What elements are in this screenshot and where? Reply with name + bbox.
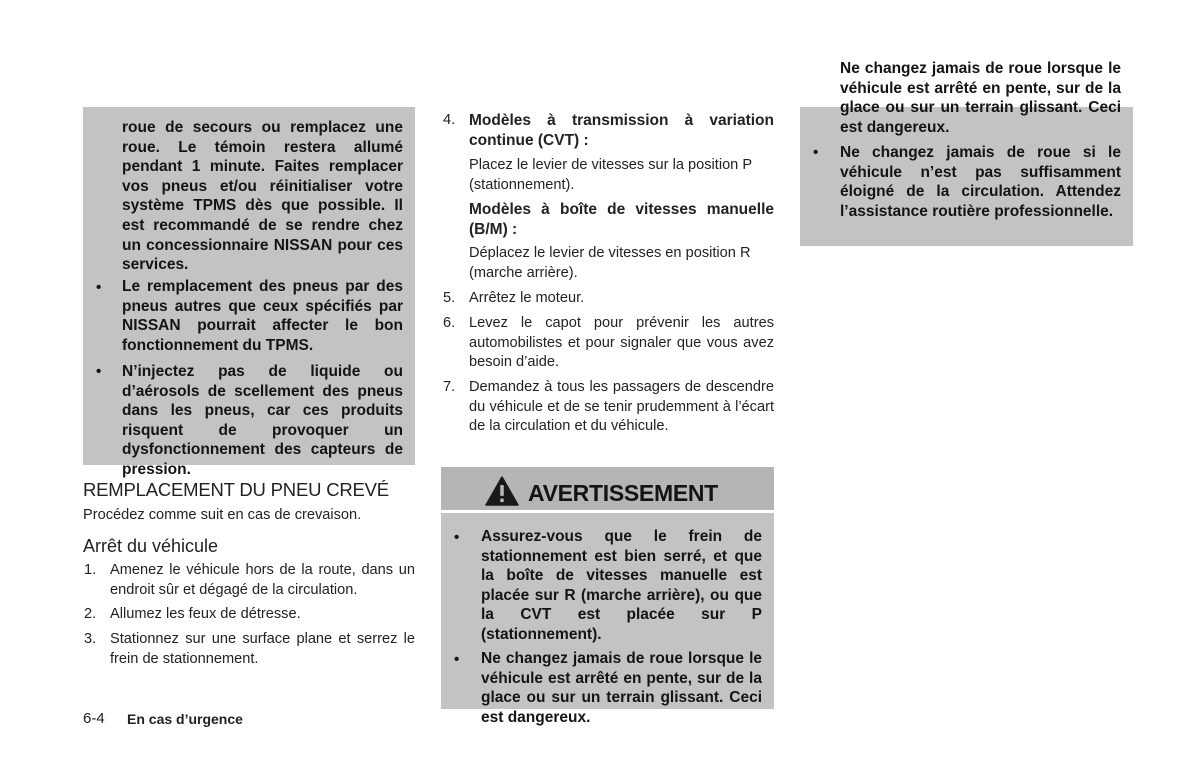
chapter-name: En cas d’urgence [127, 711, 243, 727]
step-4-mt-heading: Modèles à boîte de vitesses manuelle (B/M) : [469, 201, 774, 238]
warning-bullet-2-continued [840, 60, 1121, 138]
warning-bullet-3: Ne changez jamais de roue si le véhicule n’est pas suffisamment éloigné de la circulation. Attendez l’assistance routière professionnelle. [840, 144, 1121, 220]
bullet-marker: • [454, 651, 460, 668]
warning-title: AVERTISSEMENT [528, 480, 718, 506]
step-number: 5. [443, 290, 456, 306]
step-4-cvt-heading: Modèles à transmission à variation continue (CVT) : [469, 112, 774, 149]
page-number: 6-4 [83, 710, 105, 727]
step-number: 6. [443, 315, 456, 331]
step-5-text: Arrêtez le moteur. [469, 290, 585, 306]
step-number: 7. [443, 379, 456, 395]
bullet-marker: • [813, 144, 819, 161]
left-box-bullet-2: N’injectez pas de liquide ou d’aérosols de scellement des pneus dans les pneus, car ces produits risquent de provoquer un dysfonctionnement des capteurs de pression. [122, 363, 403, 478]
step-2-text: Allumez les feux de détresse. [110, 606, 301, 622]
bullet-marker: • [454, 529, 460, 546]
step-1-text: Amenez le véhicule hors de la route, dans un endroit sûr et dégagé de la circulation. [110, 562, 415, 598]
step-number: 1. [84, 562, 97, 578]
bullet-marker: • [96, 279, 102, 296]
step-6-text: Levez le capot pour prévenir les autres automobilistes et pour signaler que vous avez besoin d’aide. [469, 315, 774, 371]
section-title: REMPLACEMENT DU PNEU CREVÉ [83, 479, 389, 500]
warning-bullet-2-clip [481, 649, 762, 726]
bullet-marker: • [96, 363, 102, 380]
warning-bullet-2-tail: Ne changez jamais de roue lorsque le véhicule est arrêté en pente, sur de la glace ou sur un terrain glissant. Ceci est dangereux. [840, 60, 1121, 136]
warning-bullet-2: Ne changez jamais de roue lorsque le véhicule est arrêté en pente, sur de la glace ou sur un terrain glissant. Ceci est dangereux. [481, 650, 762, 726]
section-intro: Procédez comme suit en cas de crevaison. [83, 507, 362, 523]
step-7-text: Demandez à tous les passagers de descendre du véhicule et de se tenir prudemment à l’écart de la circulation et du véhicule. [469, 379, 774, 435]
step-number: 4. [443, 112, 456, 128]
step-number: 3. [84, 631, 97, 647]
section-subtitle: Arrêt du véhicule [83, 536, 219, 556]
warning-triangle-icon [485, 476, 519, 506]
step-3-text: Stationnez sur une surface plane et serrez le frein de stationnement. [110, 631, 415, 667]
warning-bullet-1: Assurez-vous que le frein de stationnement est bien serré, et que la boîte de vitesses manuelle est placée sur R (marche arrière), ou que la CVT est placée sur P (stationnement). [481, 528, 762, 643]
step-number: 2. [84, 606, 97, 622]
step-4-cvt-text: Placez le levier de vitesses sur la position P (stationnement). [469, 157, 752, 193]
left-box-bullet-1: Le remplacement des pneus par des pneus autres que ceux spécifiés par NISSAN pourrait affecter le bon fonctionnement du TPMS. [122, 278, 403, 354]
left-box-continuation: roue de secours ou remplacez une roue. Le témoin restera allumé pendant 1 minute. Faites remplacer vos pneus et/ou réinitialiser votre système TPMS dès que possible. Il est recommandé de se rendre chez un concessionnaire NISSAN pour ces services. [122, 119, 403, 274]
step-4-mt-text: Déplacez le levier de vitesses en position R (marche arrière). [469, 245, 751, 281]
